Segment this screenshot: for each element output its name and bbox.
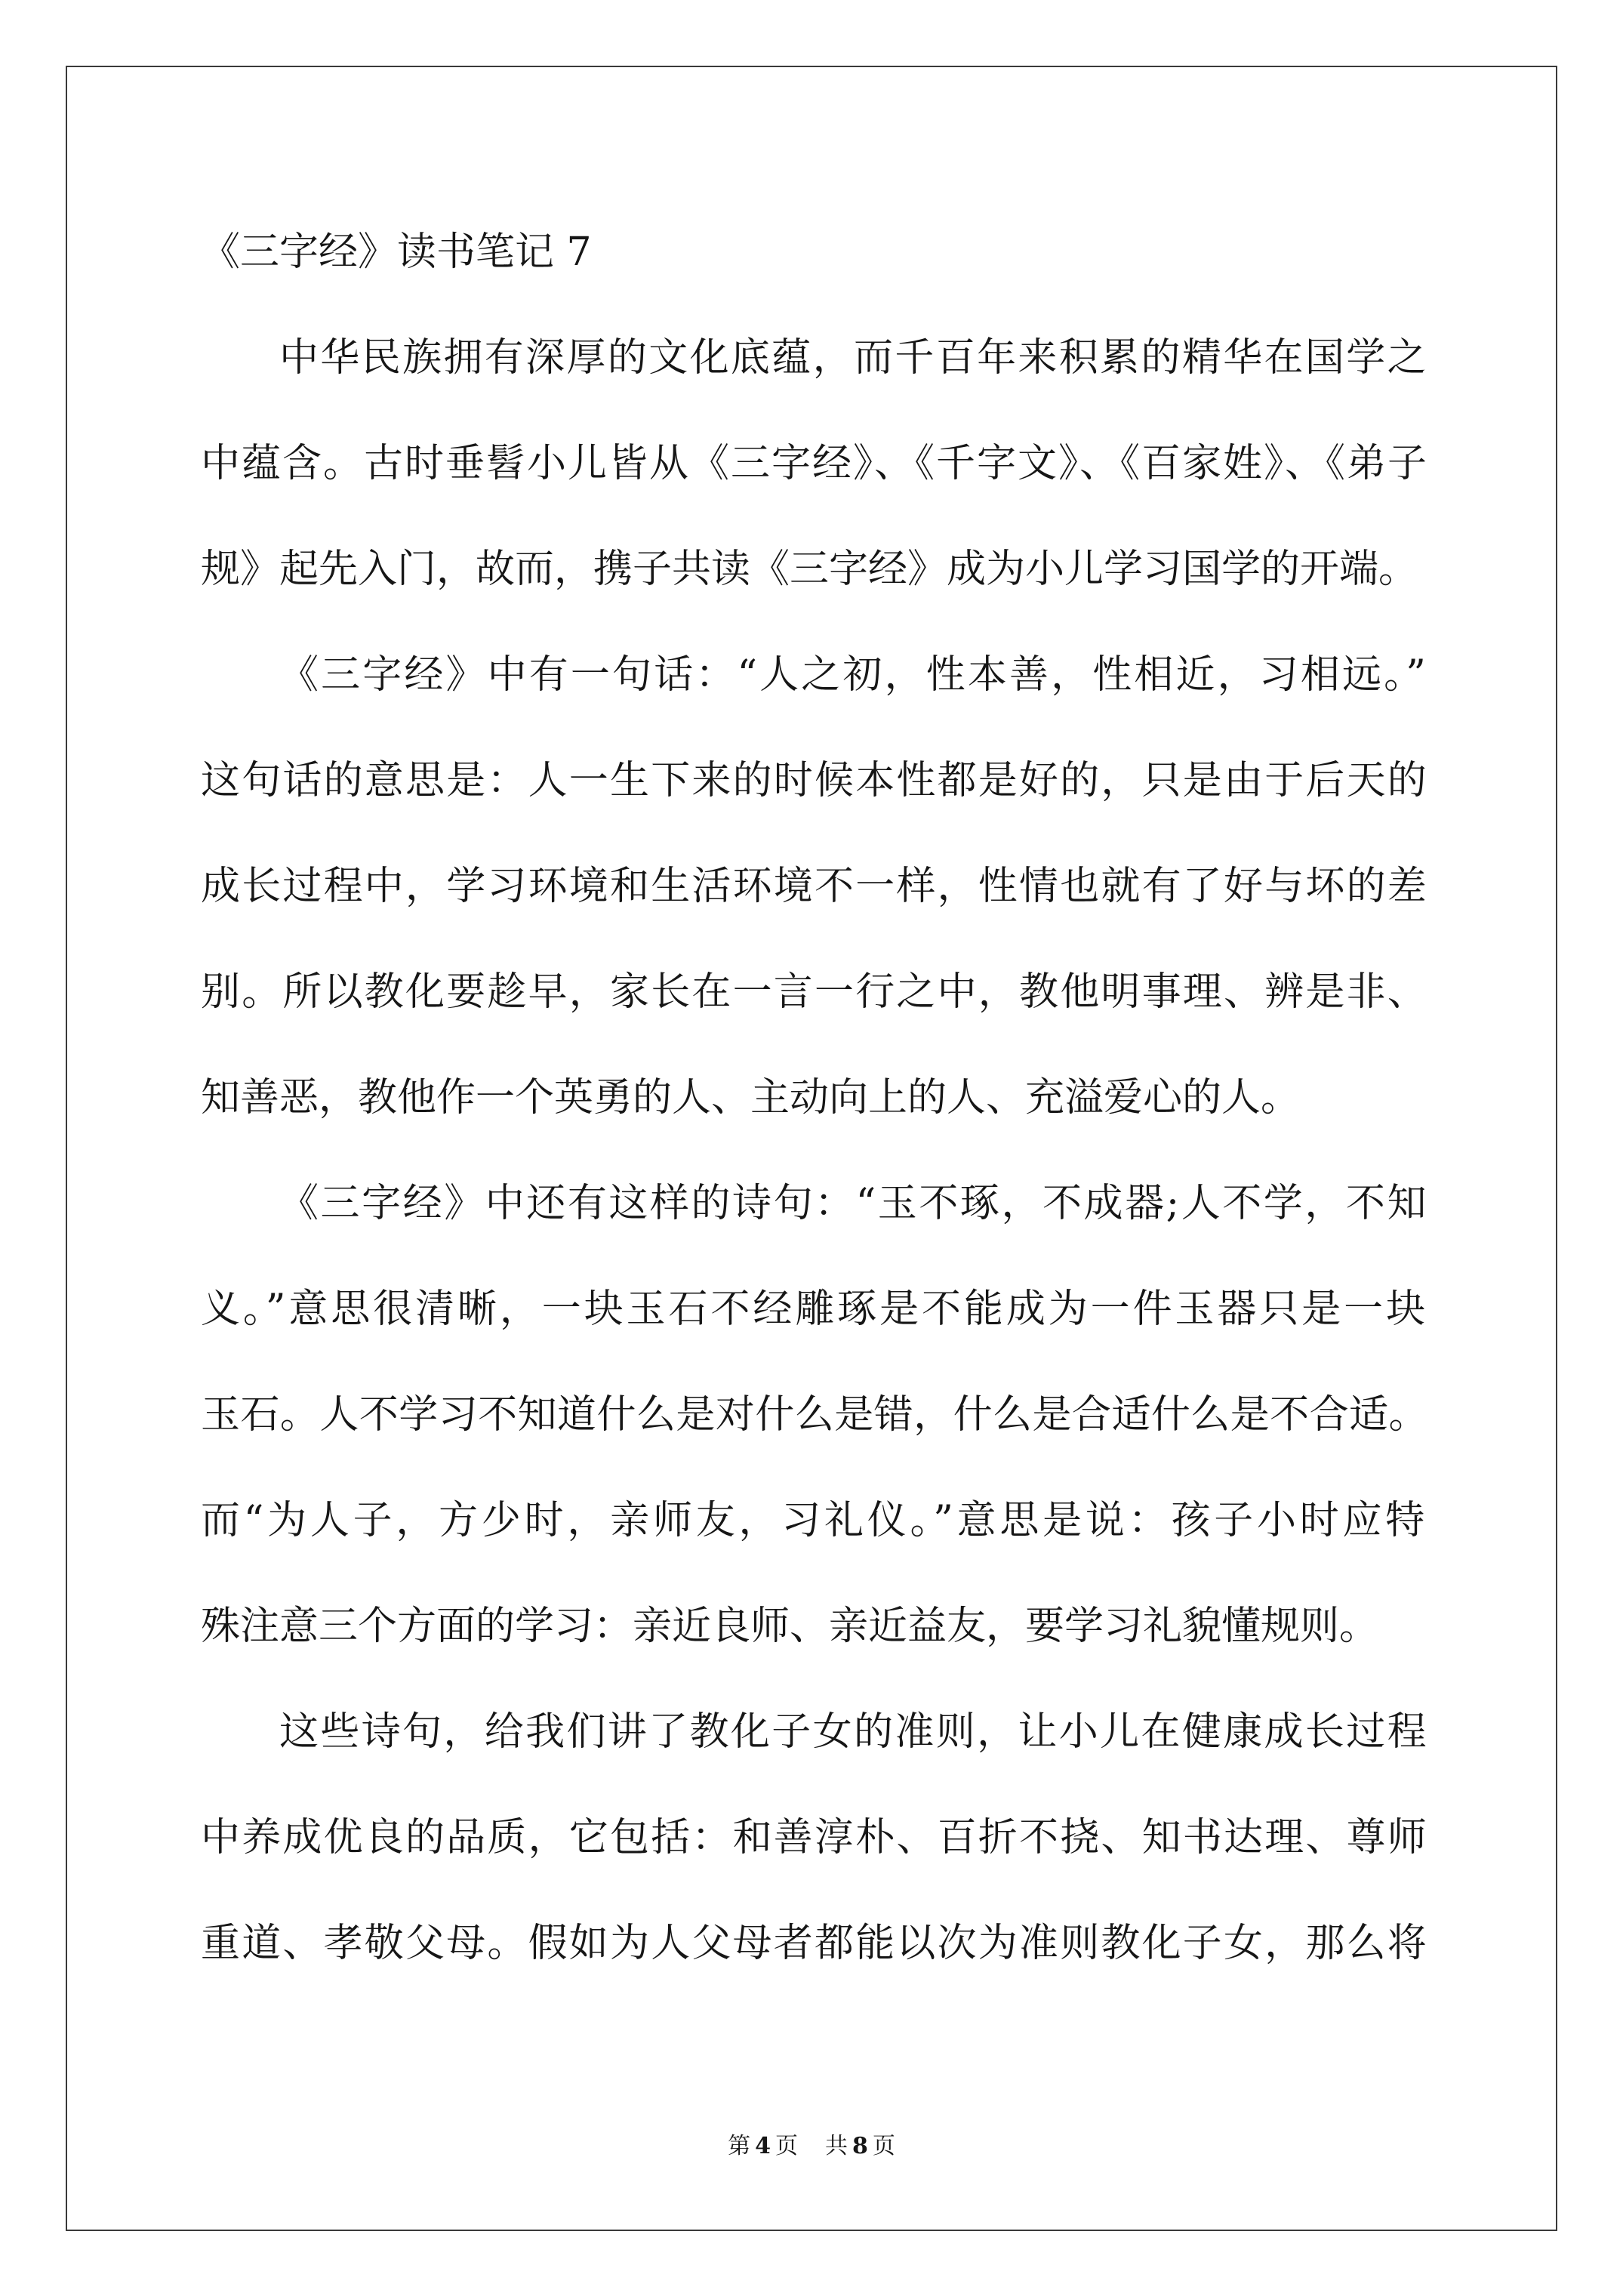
paragraph-line (201, 1256, 1428, 1362)
line-text: 义。”意思很清晰，一块玉石不经雕琢是不能成为一件玉器只是一块 (201, 1287, 1428, 1332)
line-text: 《三字经》中还有这样的诗句：“玉不琢，不成器;人不学，不知 (279, 1181, 1428, 1226)
paragraph-line (201, 1362, 1428, 1468)
paragraph-line (201, 728, 1428, 834)
total-prefix: 共 (825, 2133, 848, 2159)
page-suffix: 页 (775, 2133, 798, 2159)
total-suffix: 页 (872, 2133, 895, 2159)
document-title (201, 199, 1428, 305)
paragraph-line (201, 939, 1428, 1045)
total-pages-number: 8 (852, 2133, 868, 2159)
paragraph-line (201, 834, 1428, 939)
paragraph-line (201, 622, 1428, 728)
current-page-number: 4 (755, 2133, 771, 2159)
line-text: 中蕴含。古时垂髫小儿皆从《三字经》、《千字文》、《百家姓》、《弟子 (201, 441, 1428, 486)
line-text: 规》起先入门，故而，携子共读《三字经》成为小儿学习国学的开端。 (201, 547, 1418, 592)
paragraph-line (201, 411, 1428, 516)
paragraph-line (201, 1573, 1428, 1679)
line-text: 《三字经》中有一句话：“人之初，性本善，性相近，习相远。” (279, 652, 1428, 698)
line-text: 别。所以教化要趁早，家长在一言一行之中，教他明事理、辨是非、 (201, 969, 1428, 1015)
line-text: 成长过程中，学习环境和生活环境不一样，性情也就有了好与坏的差 (201, 864, 1428, 909)
paragraph-2 (201, 622, 1428, 1151)
paragraph-line (201, 305, 1428, 411)
line-text: 中华民族拥有深厚的文化底蕴，而千百年来积累的精华在国学之 (279, 335, 1428, 381)
line-text: 这些诗句，给我们讲了教化子女的准则，让小儿在健康成长过程 (279, 1709, 1428, 1755)
paragraph-line (201, 1468, 1428, 1573)
line-text: 玉石。人不学习不知道什么是对什么是错，什么是合适什么是不合适。 (201, 1392, 1428, 1438)
paragraph-line (201, 516, 1428, 622)
paragraph-line (201, 1891, 1428, 1996)
document-title-text: 《三字经》读书笔记 7 (201, 230, 592, 275)
paragraph-line (201, 1785, 1428, 1891)
paragraph-line (201, 1679, 1428, 1785)
document-body (201, 199, 1428, 1996)
paragraph-1 (201, 305, 1428, 622)
line-text: 而“为人子，方少时，亲师友，习礼仪。”意思是说：孩子小时应特 (201, 1498, 1428, 1543)
page-footer (0, 2128, 1623, 2165)
line-text: 知善恶，教他作一个英勇的人、主动向上的人、充溢爱心的人。 (201, 1075, 1301, 1120)
paragraph-line (201, 1151, 1428, 1256)
page-prefix: 第 (728, 2133, 751, 2159)
paragraph-line (201, 1045, 1428, 1151)
line-text: 重道、孝敬父母。假如为人父母者都能以次为准则教化子女，那么将 (201, 1921, 1428, 1966)
paragraph-4 (201, 1679, 1428, 1996)
line-text: 殊注意三个方面的学习：亲近良师、亲近益友，要学习礼貌懂规则。 (201, 1604, 1379, 1649)
line-text: 中养成优良的品质，它包括：和善淳朴、百折不挠、知书达理、尊师 (201, 1815, 1428, 1860)
line-text: 这句话的意思是：人一生下来的时候本性都是好的，只是由于后天的 (201, 758, 1428, 803)
paragraph-3 (201, 1151, 1428, 1679)
